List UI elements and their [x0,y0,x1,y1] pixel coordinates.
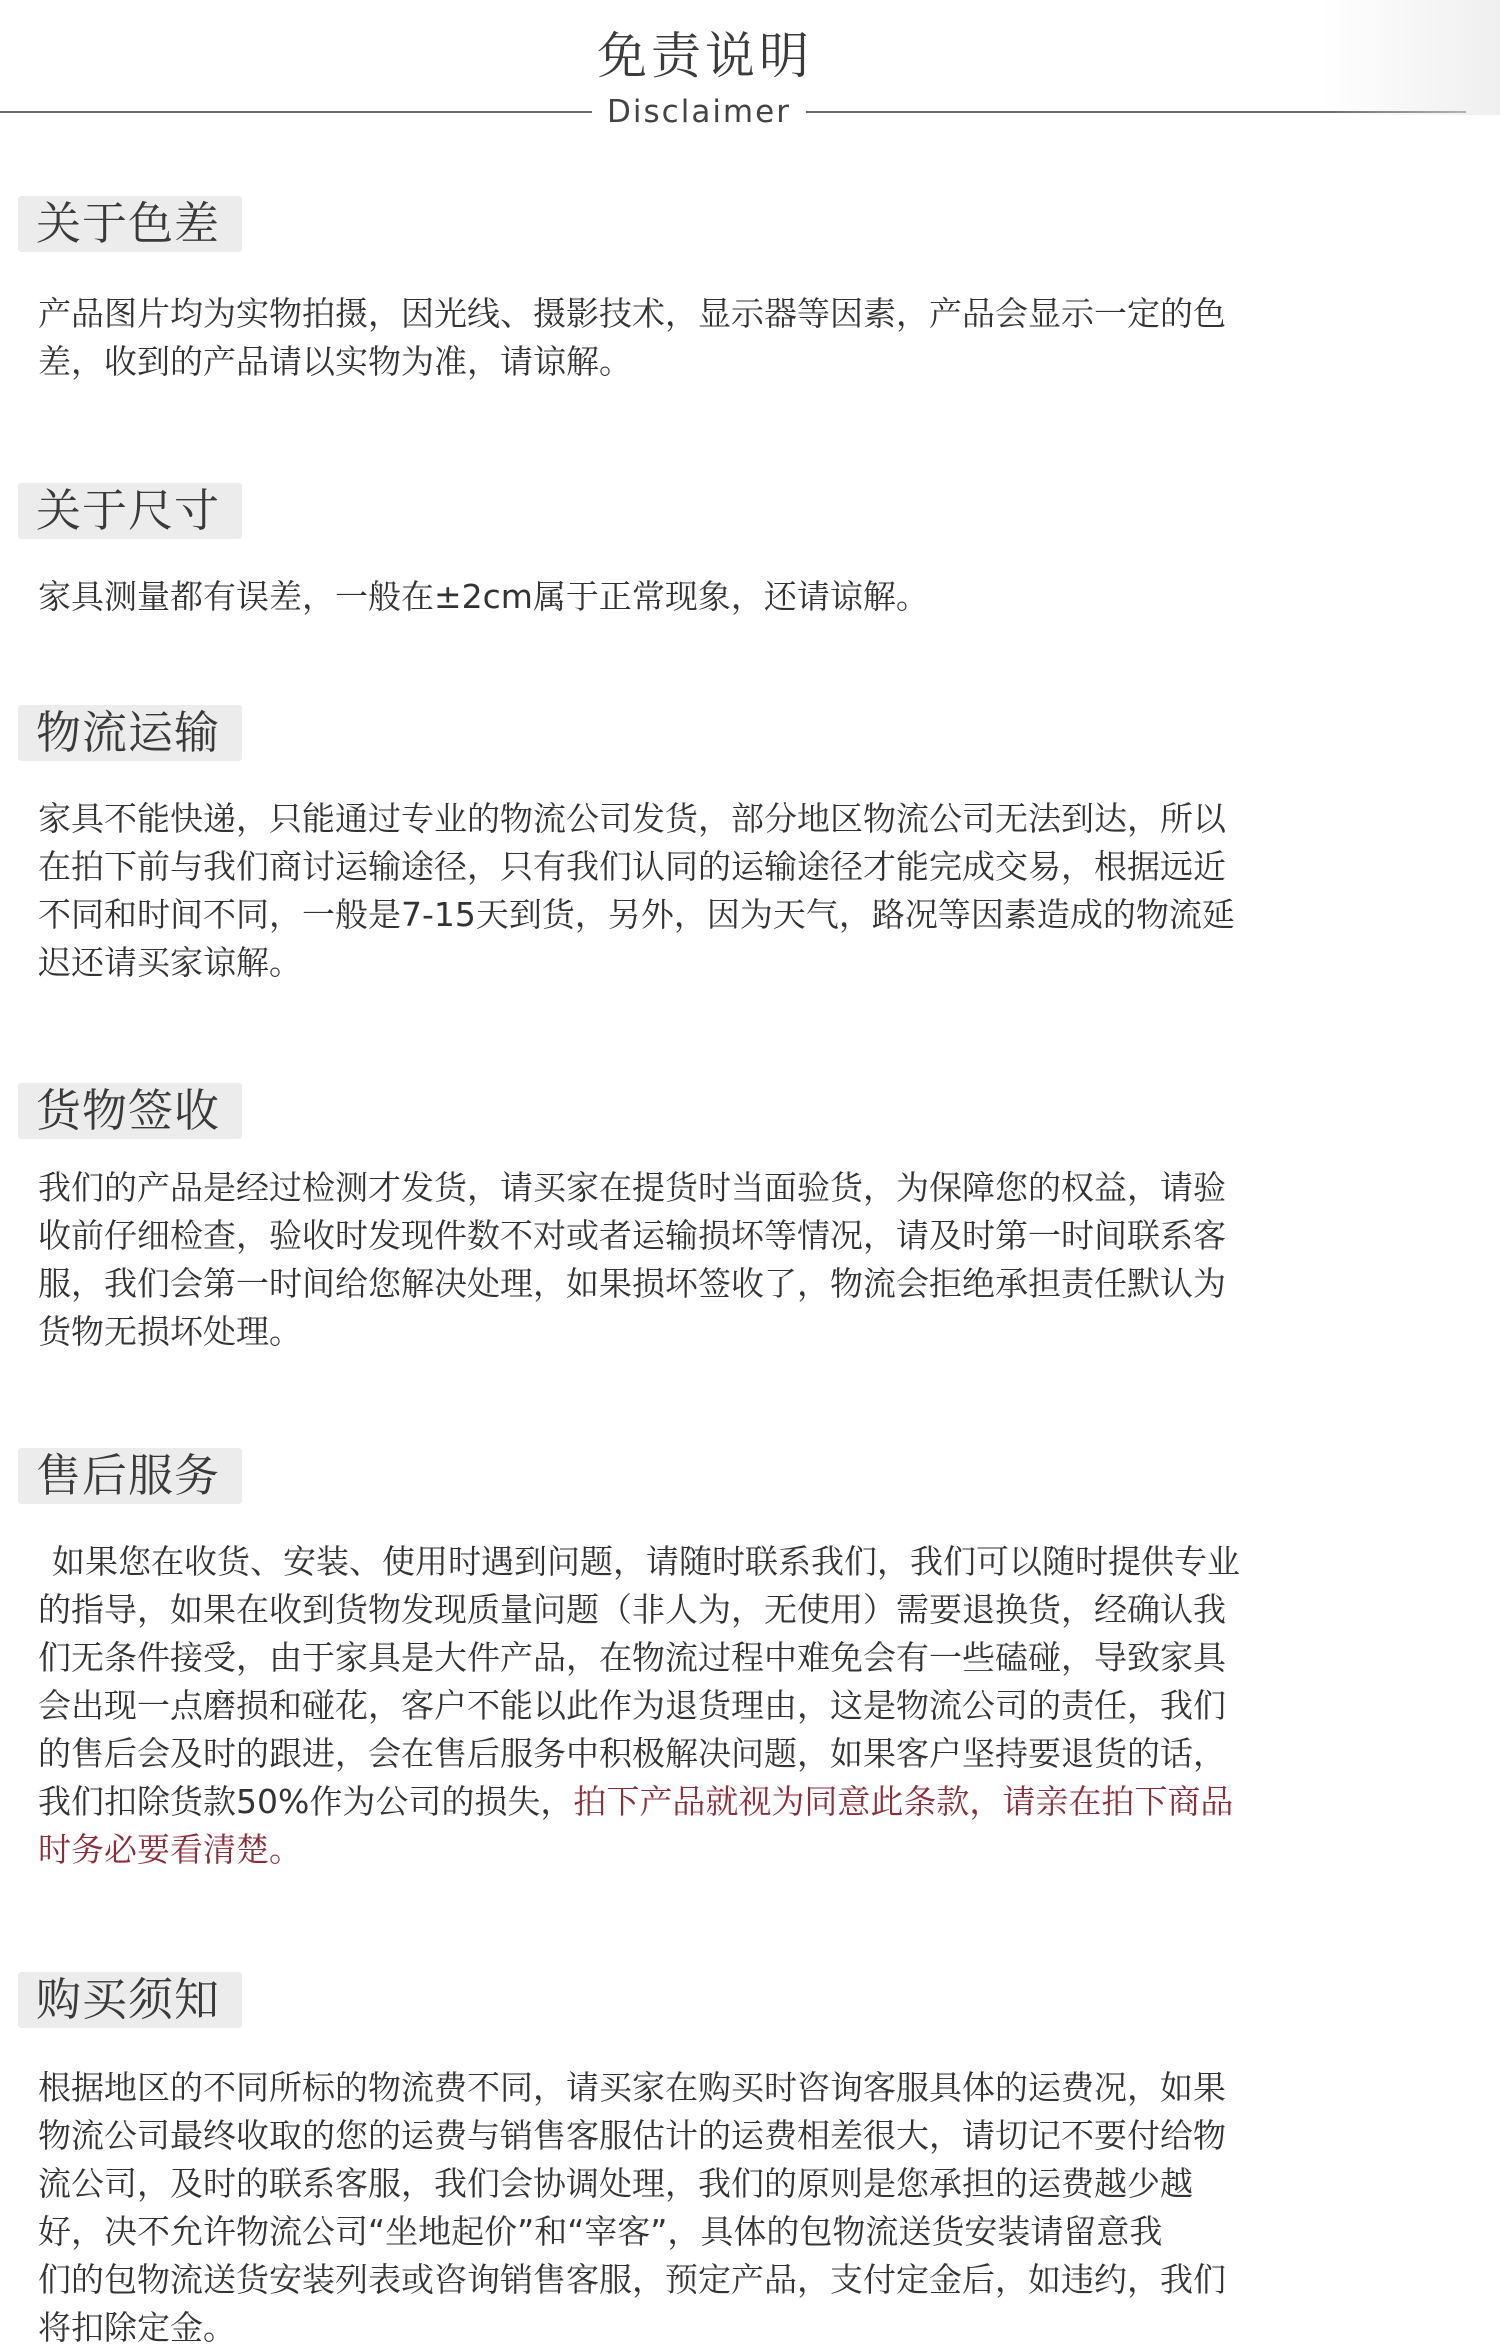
section-text: 家具不能快递，只能通过专业的物流公司发货，部分地区物流公司无法到达，所以 在拍下前与我们商讨运输途径，只有我们认同的运输途径才能完成交易，根据远近 不同和时间不同，一般是7-15天到货，另外，因为天气，路况等因素造成的物流延 迟还请买家谅解。 [38,799,1235,982]
section-heading: 物流运输 [18,705,242,761]
section-heading: 关于色差 [18,196,242,252]
section-text [38,1538,1428,1874]
section-text: 产品图片均为实物拍摄，因光线、摄影技术，显示器等因素，产品会显示一定的色 差，收到的产品请以实物为准，请谅解。 [38,294,1226,381]
section-heading: 货物签收 [18,1083,242,1139]
header-shadow [1320,0,1500,115]
section-text: 根据地区的不同所标的物流费不同，请买家在购买时咨询客服具体的运费况，如果 物流公司最终收取的您的运费与销售客服估计的运费相差很大，请切记不要付给物 流公司，及时的联系客服，我们会协调处理，我们的原则是您承担的运费越少越 好，决不允许物流公司“坐地起价”和“宰客”，具体的包物流送货安装请留意我 们的包物流送货安装列表或咨询销售客服，预定产品，支付定金后，如违约，我们 将扣除定金。 [38,2068,1226,2347]
page-title: 免责说明 [597,27,813,85]
warning-text: 拍下产品就视为同意此条款，请亲在拍下商品 时务必要看清楚。 [38,1782,1234,1869]
page-header [0,0,1500,130]
after-sales-text: 如果您在收货、安装、使用时遇到问题，请随时联系我们，我们可以随时提供专业 的指导，如果在收到货物发现质量问题（非人为，无使用）需要退换货，经确认我 们无条件接受，由于家具是大件产品，在物流过程中难免会有一些磕碰，导致家具 会出现一点磨损和碰花，客户不能以此作为退货理由，这是物流公司的责任，我们 的售后会及时的跟进，会在售后服务中积极解决问题，如果客户坚持要退货的话， 我们扣除货款50%作为公司的损失， [38,1542,1240,1821]
page-subtitle: Disclaimer [607,94,791,130]
section-heading: 购买须知 [18,1972,242,2028]
header-divider-left [0,111,592,113]
section-text: 我们的产品是经过检测才发货，请买家在提货时当面验货，为保障您的权益，请验 收前仔细检查，验收时发现件数不对或者运输损坏等情况，请及时第一时间联系客 服，我们会第一时间给您解决处理，如果损坏签收了，物流会拒绝承担责任默认为 货物无损坏处理。 [38,1168,1226,1351]
section-heading: 售后服务 [18,1448,242,1504]
section-heading: 关于尺寸 [18,483,242,539]
section-text: 家具测量都有误差，一般在±2cm属于正常现象，还请谅解。 [38,577,929,616]
